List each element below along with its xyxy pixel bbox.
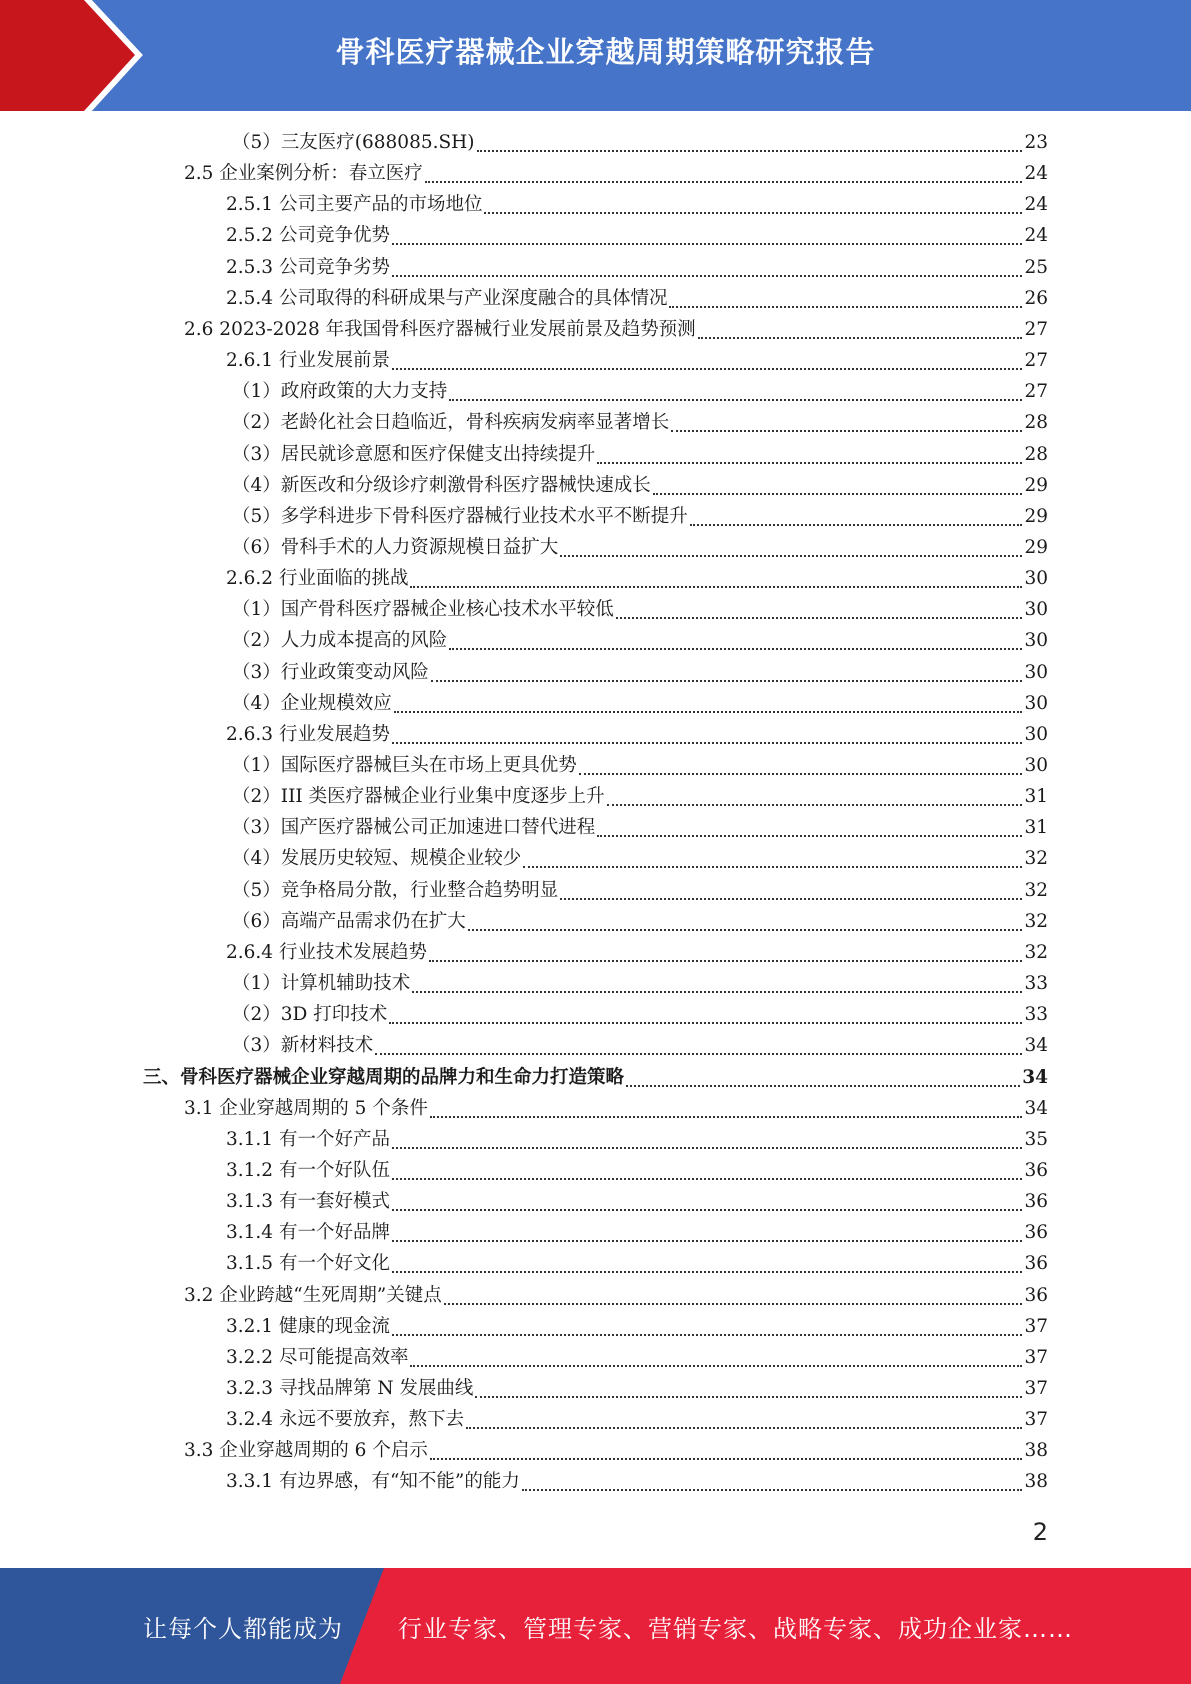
toc-dot-leader: [444, 1302, 1023, 1305]
toc-entry[interactable]: [226, 284, 1048, 315]
toc-entry-page: 36: [1024, 1284, 1048, 1306]
toc-entry[interactable]: [226, 564, 1048, 595]
toc-dot-leader: [392, 1146, 1022, 1149]
toc-entry-title: （4）发展历史较短、规模企业较少: [232, 848, 522, 870]
toc-entry-title: 3.2.2 尽可能提高效率: [226, 1346, 409, 1368]
toc-entry-page: 31: [1024, 786, 1048, 808]
toc-entry-page: 36: [1024, 1159, 1048, 1181]
toc-entry-title: 2.6.3 行业发展趋势: [226, 723, 390, 745]
toc-entry-title: （3）行业政策变动风险: [232, 661, 429, 683]
toc-entry-page: 30: [1024, 568, 1048, 590]
toc-entry-page: 35: [1024, 1128, 1048, 1150]
toc-entry[interactable]: [226, 1125, 1048, 1156]
toc-entry-title: （1）政府政策的大力支持: [232, 381, 448, 403]
toc-entry-page: 27: [1024, 318, 1048, 340]
toc-entry[interactable]: [226, 1467, 1048, 1498]
toc-entry[interactable]: [232, 533, 1048, 564]
toc-dot-leader: [466, 1426, 1022, 1429]
toc-entry[interactable]: [232, 844, 1048, 875]
toc-dot-leader: [698, 336, 1023, 339]
toc-entry-title: 2.6.4 行业技术发展趋势: [226, 941, 427, 963]
toc-entry[interactable]: [226, 938, 1048, 969]
toc-entry-title: （2）老龄化社会日趋临近，骨科疾病发病率显著增长: [232, 412, 670, 434]
toc-entry-page: 38: [1024, 1471, 1048, 1493]
toc-entry-title: （2）3D 打印技术: [232, 1004, 388, 1026]
toc-entry[interactable]: [184, 159, 1048, 190]
toc-entry-page: 36: [1024, 1191, 1048, 1213]
toc-entry[interactable]: [226, 1374, 1048, 1405]
toc-entry-page: 30: [1024, 630, 1048, 652]
toc-entry[interactable]: [226, 346, 1048, 377]
toc-dot-leader: [579, 772, 1023, 775]
toc-dot-leader: [392, 1239, 1022, 1242]
toc-entry[interactable]: [232, 440, 1048, 471]
toc-entry[interactable]: [232, 813, 1048, 844]
toc-entry-page: 27: [1024, 350, 1048, 372]
toc-entry[interactable]: [143, 1063, 1048, 1094]
toc-entry[interactable]: [232, 658, 1048, 689]
toc-dot-leader: [425, 180, 1023, 183]
toc-entry-page: 30: [1024, 723, 1048, 745]
toc-dot-leader: [392, 367, 1022, 370]
toc-entry-page: 29: [1024, 505, 1048, 527]
toc-entry-title: 3.1.4 有一个好品牌: [226, 1222, 390, 1244]
toc-dot-leader: [392, 1333, 1022, 1336]
toc-entry[interactable]: [232, 1000, 1048, 1031]
toc-entry-page: 36: [1024, 1222, 1048, 1244]
toc-entry-title: （4）新医改和分级诊疗刺激骨科医疗器械快速成长: [232, 474, 651, 496]
toc-dot-leader: [597, 834, 1022, 837]
toc-entry[interactable]: [232, 502, 1048, 533]
page-footer: [0, 1568, 1191, 1684]
page-header: [0, 0, 1191, 111]
toc-entry-page: 29: [1024, 536, 1048, 558]
toc-entry[interactable]: [184, 1281, 1048, 1312]
toc-entry-title: 3.1 企业穿越周期的 5 个条件: [184, 1097, 428, 1119]
toc-entry-page: 32: [1024, 848, 1048, 870]
toc-entry[interactable]: [226, 253, 1048, 284]
toc-entry[interactable]: [226, 1156, 1048, 1187]
toc-dot-leader: [375, 1052, 1022, 1055]
toc-entry-title: （1）计算机辅助技术: [232, 973, 411, 995]
toc-entry-title: 3.1.3 有一套好模式: [226, 1191, 390, 1213]
toc-entry-title: （5）三友医疗(688085.SH): [232, 132, 475, 153]
toc-entry[interactable]: [232, 689, 1048, 720]
toc-dot-leader: [392, 741, 1022, 744]
footer-slogan-left: 让每个人都能成为: [143, 1614, 343, 1643]
toc-entry-title: （3）新材料技术: [232, 1035, 374, 1057]
toc-entry-page: 37: [1024, 1315, 1048, 1337]
toc-entry-title: 2.6 2023-2028 年我国骨科医疗器械行业发展前景及趋势预测: [184, 318, 696, 340]
toc-dot-leader: [431, 679, 1023, 682]
toc-dot-leader: [484, 211, 1022, 214]
toc-entry[interactable]: [232, 377, 1048, 408]
toc-entry[interactable]: [232, 595, 1048, 626]
toc-dot-leader: [429, 959, 1022, 962]
toc-dot-leader: [430, 1115, 1023, 1118]
toc-entry-title: 3.2 企业跨越“生死周期”关键点: [184, 1284, 442, 1306]
toc-entry-page: 34: [1024, 1097, 1048, 1119]
toc-entry-title: 3.1.2 有一个好队伍: [226, 1159, 390, 1181]
toc-entry[interactable]: [232, 471, 1048, 502]
toc-dot-leader: [522, 1488, 1023, 1491]
toc-entry[interactable]: [232, 782, 1048, 813]
toc-entry[interactable]: [232, 876, 1048, 907]
toc-entry-title: （4）企业规模效应: [232, 692, 392, 714]
toc-entry[interactable]: [184, 315, 1048, 346]
toc-entry[interactable]: [232, 907, 1048, 938]
toc-dot-leader: [671, 429, 1022, 432]
toc-dot-leader: [560, 554, 1022, 557]
toc-dot-leader: [449, 647, 1022, 650]
toc-entry-title: （2）人力成本提高的风险: [232, 630, 448, 652]
toc-dot-leader: [392, 274, 1022, 277]
toc-entry-page: 28: [1024, 443, 1048, 465]
toc-entry-title: 2.5 企业案例分析：春立医疗: [184, 163, 423, 185]
toc-entry[interactable]: [226, 190, 1048, 221]
toc-dot-leader: [653, 492, 1023, 495]
toc-entry-title: （2）III 类医疗器械企业行业集中度逐步上升: [232, 786, 605, 808]
toc-entry[interactable]: [226, 1249, 1048, 1280]
toc-dot-leader: [690, 523, 1023, 526]
toc-dot-leader: [392, 242, 1022, 245]
toc-entry-page: 32: [1024, 910, 1048, 932]
toc-dot-leader: [477, 149, 1023, 152]
toc-dot-leader: [560, 897, 1022, 900]
toc-entry-title: （3）国产医疗器械公司正加速进口替代进程: [232, 817, 596, 839]
toc-dot-leader: [616, 616, 1023, 619]
toc-entry-title: 2.5.4 公司取得的科研成果与产业深度融合的具体情况: [226, 287, 668, 309]
toc-entry[interactable]: [232, 626, 1048, 657]
toc-entry-title: 3.2.1 健康的现金流: [226, 1315, 390, 1337]
toc-entry-title: 三、骨科医疗器械企业穿越周期的品牌力和生命力打造策略: [143, 1066, 625, 1088]
page-number: 2: [1032, 1518, 1048, 1546]
toc-entry-page: 24: [1024, 194, 1048, 216]
toc-entry-title: （3）居民就诊意愿和医疗保健支出持续提升: [232, 443, 596, 465]
toc-entry-title: （6）骨科手术的人力资源规模日益扩大: [232, 536, 559, 558]
toc-entry-title: 2.5.2 公司竞争优势: [226, 225, 390, 247]
toc-entry-title: 3.1.5 有一个好文化: [226, 1253, 390, 1275]
toc-entry-page: 28: [1024, 412, 1048, 434]
toc-entry-title: （1）国际医疗器械巨头在市场上更具优势: [232, 755, 577, 776]
toc-dot-leader: [394, 710, 1023, 713]
toc-entry-page: 24: [1024, 225, 1048, 247]
toc-dot-leader: [392, 1270, 1022, 1273]
toc-entry[interactable]: [232, 969, 1048, 1000]
toc-entry[interactable]: [184, 1436, 1048, 1467]
toc-dot-leader: [523, 865, 1022, 868]
toc-entry-page: 29: [1024, 474, 1048, 496]
report-title: 骨科医疗器械企业穿越周期策略研究报告: [335, 34, 876, 69]
toc-entry-page: 32: [1024, 879, 1048, 901]
toc-dot-leader: [389, 1021, 1022, 1024]
toc-entry[interactable]: [226, 1343, 1048, 1374]
toc-entry-page: 27: [1024, 381, 1048, 403]
toc-entry-page: 37: [1024, 1346, 1048, 1368]
toc-entry[interactable]: [184, 1094, 1048, 1125]
toc-entry-title: 3.3 企业穿越周期的 6 个启示: [184, 1440, 428, 1462]
toc-dot-leader: [475, 1395, 1022, 1398]
toc-entry-title: 3.2.4 永远不要放弃，熬下去: [226, 1409, 464, 1431]
toc-dot-leader: [626, 1084, 1020, 1087]
toc-entry-page: 34: [1022, 1066, 1048, 1088]
toc-entry-page: 25: [1024, 256, 1048, 278]
toc-entry-page: 37: [1024, 1378, 1048, 1399]
toc-entry-title: （5）多学科进步下骨科医疗器械行业技术水平不断提升: [232, 505, 688, 527]
toc-entry[interactable]: [226, 720, 1048, 751]
toc-entry-page: 24: [1024, 163, 1048, 185]
toc-dot-leader: [392, 1208, 1022, 1211]
toc-entry-page: 37: [1024, 1409, 1048, 1431]
toc-entry-page: 30: [1024, 755, 1048, 776]
toc-entry-page: 23: [1024, 132, 1048, 153]
toc-entry-page: 31: [1024, 817, 1048, 839]
toc-entry-title: 2.6.1 行业发展前景: [226, 350, 390, 372]
toc-entry-page: 34: [1024, 1035, 1048, 1057]
toc-entry-page: 30: [1024, 599, 1048, 621]
toc-entry-page: 36: [1024, 1253, 1048, 1275]
toc-entry[interactable]: [226, 1405, 1048, 1436]
toc-entry-page: 32: [1024, 941, 1048, 963]
toc-entry-title: （5）竞争格局分散，行业整合趋势明显: [232, 879, 559, 901]
toc-entry[interactable]: [232, 128, 1048, 159]
toc-entry-title: 2.6.2 行业面临的挑战: [226, 568, 409, 590]
toc-entry-title: 2.5.3 公司竞争劣势: [226, 256, 390, 278]
toc-entry-title: 3.2.3 寻找品牌第 N 发展曲线: [226, 1378, 474, 1399]
toc-dot-leader: [597, 461, 1022, 464]
toc-entry[interactable]: [232, 408, 1048, 439]
toc-entry-page: 30: [1024, 692, 1048, 714]
toc-dot-leader: [607, 803, 1023, 806]
toc-entry-page: 33: [1024, 973, 1048, 995]
toc-dot-leader: [412, 990, 1022, 993]
toc-entry[interactable]: [226, 1187, 1048, 1218]
footer-slogan-right: 行业专家、管理专家、营销专家、战略专家、成功企业家……: [398, 1614, 1073, 1643]
toc-dot-leader: [392, 1177, 1022, 1180]
toc-entry-page: 30: [1024, 661, 1048, 683]
toc-entry[interactable]: [232, 1031, 1048, 1062]
toc-entry[interactable]: [226, 1218, 1048, 1249]
toc-entry-page: 26: [1024, 287, 1048, 309]
toc-dot-leader: [449, 398, 1022, 401]
toc-entry-title: （6）高端产品需求仍在扩大: [232, 910, 466, 932]
toc-dot-leader: [410, 1364, 1022, 1367]
toc-entry[interactable]: [226, 221, 1048, 252]
toc-entry[interactable]: [232, 751, 1048, 782]
toc-entry-page: 33: [1024, 1004, 1048, 1026]
toc-dot-leader: [669, 305, 1022, 308]
toc-dot-leader: [430, 1457, 1023, 1460]
toc-entry-title: （1）国产骨科医疗器械企业核心技术水平较低: [232, 599, 614, 621]
toc-entry-title: 3.3.1 有边界感，有“知不能”的能力: [226, 1471, 520, 1493]
toc-entry-page: 38: [1024, 1440, 1048, 1462]
toc-entry[interactable]: [226, 1312, 1048, 1343]
toc-dot-leader: [468, 928, 1023, 931]
toc-entry-title: 2.5.1 公司主要产品的市场地位: [226, 194, 483, 216]
toc-dot-leader: [410, 585, 1022, 588]
toc-entry-title: 3.1.1 有一个好产品: [226, 1128, 390, 1150]
